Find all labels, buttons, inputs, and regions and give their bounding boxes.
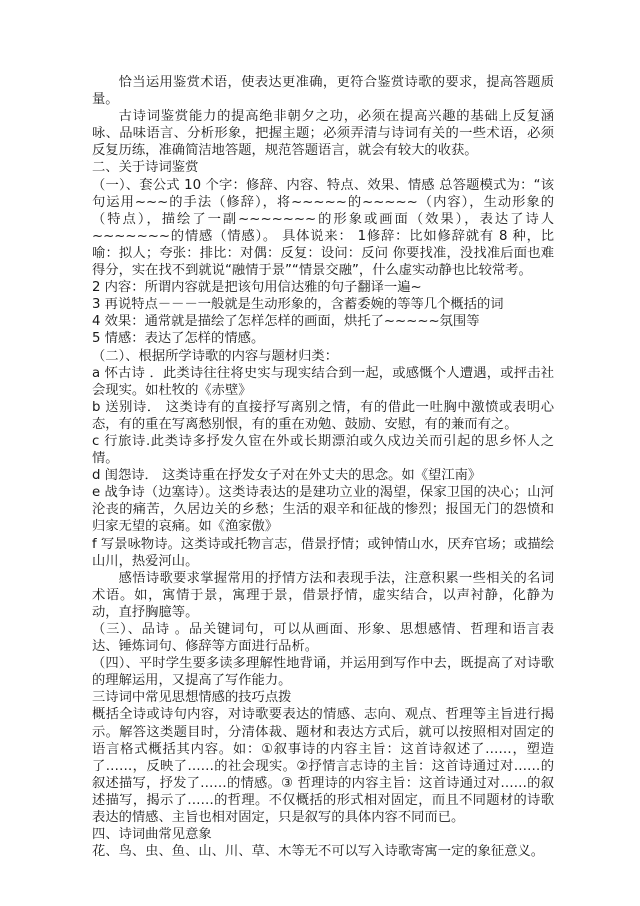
list-item: e 战争诗（边塞诗）。这类诗表达的是建功立业的渴望，保家卫国的决心；山河沦丧的痛苦，久居边关的乡愁；生活的艰辛和征战的惨烈；报国无门的怨愤和归家无望的哀痛。如《渔家傲》 — [92, 485, 554, 535]
list-item: c 行旅诗.此类诗多抒发久宦在外或长期漂泊或久戍边关而引起的思乡怀人之情。 — [92, 433, 554, 467]
list-item: 2 内容：所谓内容就是把该句用信达雅的句子翻译一遍~ — [92, 280, 422, 296]
section-heading: 四、诗词曲常见意象 — [92, 827, 212, 843]
paragraph: （三）、品诗 。品关键词句，可以从画面、形象、思想感情、哲理和语言表达、锤炼词句、修辞等方面进行品析。 — [92, 622, 554, 655]
paragraph: 古诗词鉴赏能力的提高绝非朝夕之功，必须在提高兴趣的基础上反复涵咏、品味语言、分析形象，把握主题；必须弄清与诗词有关的一些术语，必须反复历练，准确简洁地答题，规范答题语言，就会有较大的收获。 — [92, 109, 554, 159]
list-item: 4 效果：通常就是描绘了怎样怎样的画面，烘托了~~~~~氛围等 — [92, 314, 480, 330]
list-item: 3 再说特点－－－一般就是生动形象的，含蓄委婉的等等几个概括的词 — [92, 297, 504, 313]
section-heading: 二、关于诗词鉴赏 — [92, 160, 199, 176]
list-item: 5 情感：表达了怎样的情感。 — [92, 331, 265, 347]
document-body — [92, 74, 554, 860]
list-item: f 写景咏物诗。这类诗或托物言志，借景抒情；或钟情山水，厌弃官场；或描绘山川，热爱河山。 — [92, 536, 554, 569]
section-heading: 三诗词中常见思想情感的技巧点拨 — [92, 690, 292, 706]
list-item: b 送别诗． 这类诗有的直接抒写离别之情，有的借此一吐胸中激愤或表明心态，有的重在写离愁别恨，有的重在劝勉、鼓励、安慰，有的兼而有之。 — [92, 399, 554, 432]
paragraph: 花、鸟、虫、鱼、山、川、草、木等无不可以写入诗歌寄寓一定的象征意义。 — [92, 844, 545, 860]
paragraph: 恰当运用鉴赏术语，使表达更准确，更符合鉴赏诗歌的要求，提高答题质量。 — [92, 75, 554, 108]
paragraph: 概括全诗或诗句内容，对诗歌要表达的情感、志向、观点、哲理等主旨进行揭示。解答这类题目时，分清体裁、题材和表达方式后，就可以按照相对固定的语言格式概括其内容。如：①叙事诗的内容主旨：这首诗叙述了……，塑造了……，反映了……的社会现实。②抒情言志诗的主旨：这首诗通过对……的叙述描写，抒发了……的情感。③ 哲理诗的内容主旨：这首诗通过对……的叙述描写，揭示了……的哲理。不仅概括的形式相对固定，而且不同题材的诗歌表达的情感、主旨也相对固定，只是叙写的具体内容不同而已。 — [92, 707, 554, 826]
list-item: a 怀古诗 ．此类诗往往将史实与现实结合到一起，或感慨个人遭遇，或抨击社会现实。如杜牧的《赤壁》 — [92, 365, 554, 398]
paragraph: 感悟诗歌要求掌握常用的抒情方法和表现手法，注意积累一些相关的名词术语。如，寓情于景，寓理于景，借景抒情，虚实结合，以声衬静，化静为动，直抒胸臆等。 — [92, 570, 554, 620]
list-item: d 闺怨诗． 这类诗重在抒发女子对在外丈夫的思念。如《望江南》 — [92, 468, 482, 484]
sub-heading: （二）、根据所学诗歌的内容与题材归类： — [92, 348, 338, 364]
paragraph: （一）、套公式 10 个字：修辞、内容、特点、效果、情感 总答题模式为：“该句运用~~~的手法（修辞），将~~~~~的~~~~~（内容），生动形象的（特点），描绘了一副~~~~~~~的形象或画面（效果），表达了诗人~~~~~~~的情感（情感）。 具体说来： 1修辞：比如修辞就有 8 种，比喻：拟人；夸张：排比：对偶：反复：设问：反问 你要找准，没找准后面也难得分，实在找不到就说“融情于景”“情景交融”，什么虚实动静也比较常考。 — [92, 177, 554, 279]
paragraph: （四）、平时学生要多读多理解性地背诵，并运用到写作中去，既提高了对诗歌的理解运用，又提高了写作能力。 — [92, 656, 554, 689]
